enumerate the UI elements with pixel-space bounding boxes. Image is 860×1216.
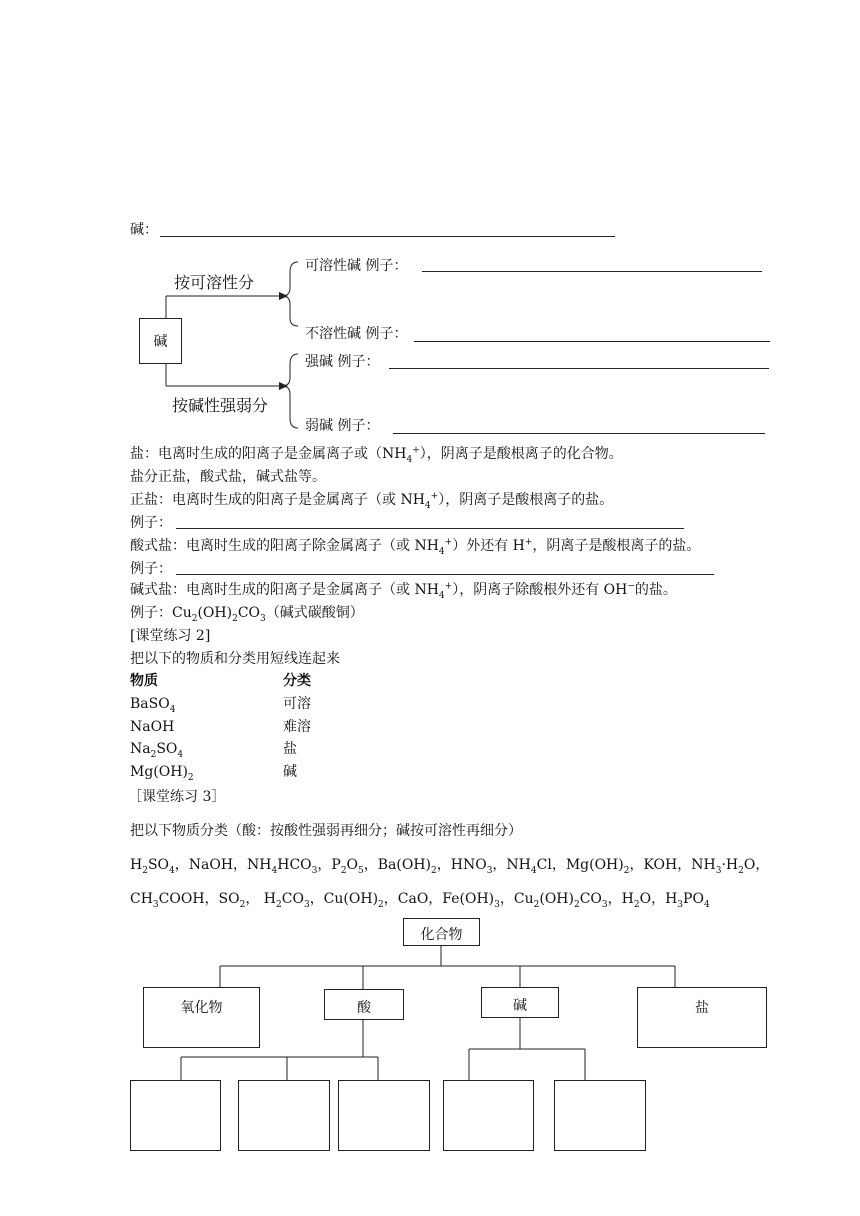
compound-list-line1: $H_2SO_4$，NaOH，$NH_4HCO_3$，$P_2O_5$，$Ba(OH)_2$，$HNO_3$，$NH_4Cl$，$Mg(OH)_2$，KOH，$NH_3\cdot H_2O$， (130, 857, 770, 876)
strong-example-line[interactable] (389, 368, 769, 369)
acid-subclass-box[interactable] (130, 1080, 221, 1151)
acid-salt-definition: 酸式盐：电离时生成的阳离子除金属离子（或 $NH_4^+$）外还有 H+，阴离子是酸根离子的盐。 (130, 537, 701, 557)
basic-salt-example: 例子：$Cu_2(OH)_2CO_3$（碱式碳酸铜） (130, 605, 364, 624)
category-base[interactable]: 碱 (283, 764, 297, 780)
category-insoluble[interactable]: 难溶 (283, 719, 311, 735)
basic-salt-definition: 碱式盐：电离时生成的阳离子是金属离子（或 $NH_4^+$），阴离子除酸根外还有 OH−的盐。 (130, 581, 677, 601)
exercise3-instruction: 把以下物质分类（酸：按酸性强弱再细分；碱按可溶性再细分） (130, 823, 522, 839)
category-soluble[interactable]: 可溶 (283, 696, 311, 712)
acid-subclass-box[interactable] (238, 1080, 330, 1151)
by-solubility-label: 按可溶性分 (174, 273, 255, 292)
acid-salt-example-line[interactable] (176, 574, 714, 575)
by-strength-label: 按碱性强弱分 (172, 396, 269, 415)
base-subclass-box[interactable] (554, 1080, 646, 1151)
normal-salt-definition: 正盐：电离时生成的阳离子是金属离子（或 $NH_4^+$），阴离子是酸根离子的盐。 (130, 491, 614, 511)
tree-oxide-box[interactable]: 氧化物 (143, 987, 260, 1048)
salt-definition: 盐：电离时生成的阳离子是金属离子或$(NH_4^+)$，阴离子是酸根离子的化合物。 (130, 445, 623, 465)
base-heading: 碱： (130, 222, 158, 238)
compound-list-line2: $CH_3COOH$，$SO_2$， $H_2CO_3$，$Cu(OH)_2$，CaO，$Fe(OH)_3$，$Cu_2(OH)_2CO_3$，$H_2O$，$H_3PO_4$ (130, 891, 710, 910)
weak-example-line[interactable] (393, 433, 765, 434)
substance-mgoh2[interactable]: $Mg(OH)_2$ (130, 764, 194, 783)
category-column-header: 分类 (283, 673, 311, 689)
tree-root-compound: 化合物 (403, 918, 480, 946)
normal-salt-example-label: 例子： (130, 515, 172, 531)
substance-column-header: 物质 (130, 673, 158, 689)
weak-base-label: 弱碱 例子： (305, 418, 380, 434)
base-subclass-box[interactable] (443, 1080, 534, 1151)
tree-base-box[interactable]: 碱 (481, 987, 559, 1018)
acid-salt-example-label: 例子： (130, 561, 172, 577)
normal-salt-example-line[interactable] (176, 528, 684, 529)
tree-acid-box[interactable]: 酸 (324, 989, 404, 1020)
insoluble-base-label: 不溶性碱 例子： (305, 326, 408, 342)
salt-types: 盐分正盐，酸式盐，碱式盐等。 (130, 469, 326, 485)
soluble-example-line[interactable] (422, 271, 762, 272)
insoluble-example-line[interactable] (414, 341, 770, 342)
strong-base-label: 强碱 例子： (305, 354, 380, 370)
exercise2-instruction: 把以下的物质和分类用短线连起来 (130, 651, 340, 667)
soluble-base-label: 可溶性碱 例子： (305, 258, 408, 274)
acid-subclass-box[interactable] (338, 1080, 430, 1151)
exercise3-title: ［课堂练习 3］ (128, 789, 226, 805)
substance-na2so4[interactable]: $Na_2SO_4$ (130, 741, 184, 760)
tree-salt-box[interactable]: 盐 (637, 987, 767, 1048)
base-root-box: 碱 (139, 318, 182, 364)
substance-baso4[interactable]: BaSO$_4$ (130, 696, 176, 715)
exercise2-title: [课堂练习 2] (130, 628, 211, 644)
category-salt[interactable]: 盐 (283, 741, 297, 757)
substance-naoh[interactable]: NaOH (130, 719, 175, 735)
